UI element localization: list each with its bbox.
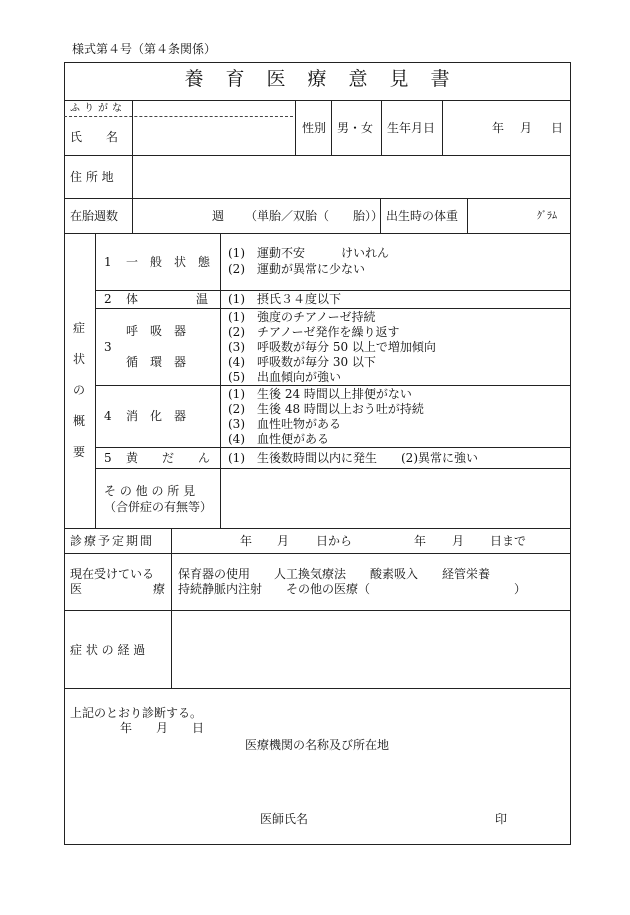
gram-unit: ｸﾞﾗﾑ [537, 211, 557, 222]
resp-item-2[interactable]: (2) チアノーゼ発作を繰り返す [228, 325, 400, 339]
period-year-2: 年 [414, 534, 427, 548]
resp-item-3[interactable]: (3) 呼吸数が毎分 50 以上で増加傾向 [228, 340, 436, 354]
dob-month: 月 [520, 121, 533, 135]
birth-weight-label: 出生時の体重 [386, 209, 459, 223]
other-label-1: そ の 他 の 所 見 [104, 484, 196, 498]
period-label: 診療予定期間 [70, 534, 155, 548]
temp-item-1[interactable]: (1) 摂氏３４度以下 [228, 292, 341, 306]
period-until: 日まで [490, 534, 527, 548]
period-from: 日から [316, 534, 353, 548]
furigana-label: ふりがな [70, 103, 126, 114]
general-num: 1 [104, 255, 112, 269]
current-label-2a: 医 [70, 582, 83, 596]
temp-label-b: 温 [196, 292, 209, 306]
gestation-label: 在胎週数 [70, 209, 119, 223]
dig-item-2[interactable]: (2) 生後 48 時間以上おう吐が持続 [228, 402, 424, 416]
temp-num: 2 [104, 292, 112, 306]
sex-options[interactable]: 男・女 [337, 121, 374, 135]
gestation-weeks: 週 [212, 209, 225, 223]
period-year-1: 年 [240, 534, 253, 548]
general-item-2[interactable]: (2) 運動が異常に少ない [228, 262, 365, 276]
dob-label: 生年月日 [387, 121, 436, 135]
general-item-1[interactable]: (1) 運動不安 けいれん [228, 246, 389, 260]
other-findings-field[interactable] [222, 470, 568, 527]
name-field[interactable] [134, 118, 294, 154]
seal-label: 印 [495, 812, 508, 826]
symptoms-side-label: 症 状 の 概 要 [72, 321, 85, 459]
jaundice-items[interactable]: (1) 生後数時間以内に発生 (2)異常に強い [228, 451, 478, 465]
address-label: 住 所 地 [70, 170, 114, 184]
dig-label: 消 化 器 [126, 409, 187, 423]
other-label-2: （合併症の有無等） [104, 500, 213, 514]
course-label: 症 状 の 経 過 [70, 643, 146, 657]
resp-label: 呼 吸 器 [126, 324, 187, 338]
resp-num: 3 [104, 340, 112, 354]
current-label-1: 現在受けている [70, 567, 155, 581]
current-label-2b: 療 [153, 582, 166, 596]
sex-label: 性別 [302, 121, 327, 135]
dig-item-1[interactable]: (1) 生後 24 時間以上排便がない [228, 387, 412, 401]
form-number: 様式第４号（第４条関係） [72, 42, 217, 56]
document-title: 養育医療意見書 [184, 68, 472, 90]
jaundice-label: 黄 だ ん [126, 451, 211, 465]
resp-item-5[interactable]: (5) 出血傾向が強い [228, 370, 341, 384]
dig-item-3[interactable]: (3) 血性吐物がある [228, 417, 341, 431]
general-label: 一 般 状 態 [126, 255, 211, 269]
period-month-1: 月 [277, 534, 290, 548]
dig-num: 4 [104, 409, 112, 423]
diagnosis-date: 年 月 日 [120, 721, 205, 735]
gestation-detail: （単胎／双胎（ 胎）） [245, 209, 384, 223]
resp-item-4[interactable]: (4) 呼吸数が毎分 30 以下 [228, 355, 376, 369]
circ-label: 循 環 器 [126, 355, 187, 369]
jaundice-num: 5 [104, 451, 112, 465]
doctor-name-label: 医師氏名 [260, 812, 309, 826]
address-field[interactable] [134, 157, 568, 197]
dob-year: 年 [492, 121, 505, 135]
dig-item-4[interactable]: (4) 血性便がある [228, 432, 329, 446]
dob-day: 日 [551, 121, 564, 135]
name-label: 氏 名 [70, 130, 119, 144]
period-month-2: 月 [452, 534, 465, 548]
statement: 上記のとおり診断する。 [70, 706, 203, 720]
current-line-1[interactable]: 保育器の使用 人工換気療法 酸素吸入 経管栄養 [178, 567, 491, 581]
course-field[interactable] [173, 612, 568, 687]
institution-label: 医療機関の名称及び所在地 [245, 738, 390, 752]
furigana-field[interactable] [134, 101, 294, 115]
current-line-2[interactable]: 持続静脈内注射 その他の医療（ ） [178, 582, 527, 596]
resp-item-1[interactable]: (1) 強度のチアノーゼ持続 [228, 310, 376, 324]
temp-label-a: 体 [126, 292, 139, 306]
